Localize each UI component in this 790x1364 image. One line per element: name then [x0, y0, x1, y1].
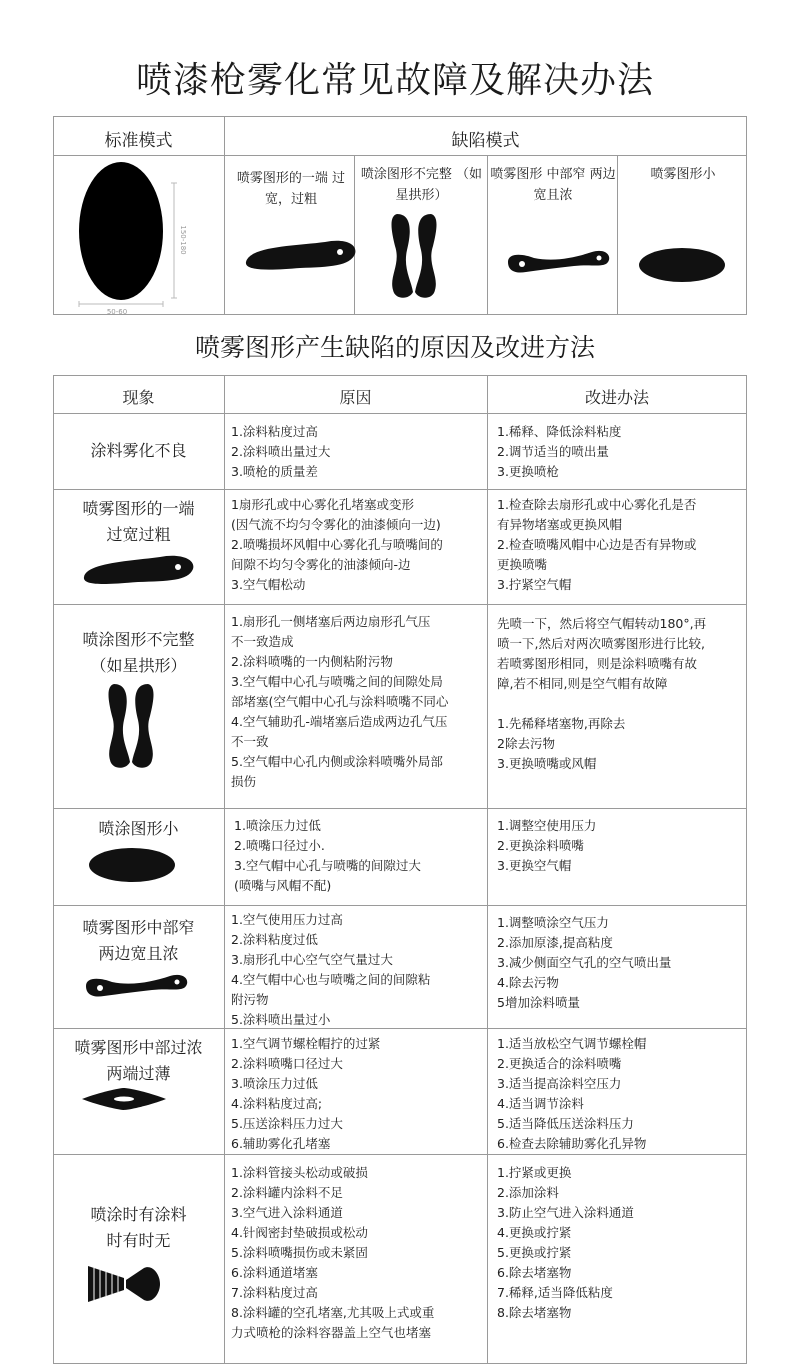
row5-phenomenon: 喷雾图形中部窄 两边宽且浓	[82, 918, 195, 963]
header-cause: 原因	[339, 388, 372, 407]
header-fix: 改进办法	[584, 388, 649, 407]
defect-mode-header: 缺陷模式	[451, 131, 520, 151]
standard-width-dim: 50-60	[106, 308, 128, 316]
star-arch-pattern	[385, 210, 457, 302]
row4-causes: 1.喷涂压力过低 2.喷嘴口径过小. 3.空气帽中心孔与喷嘴的间隙过大 (喷嘴与风帽不配)	[234, 818, 421, 893]
row6-fixes: 1.适当放松空气调节螺栓帽 2.更换适合的涂料喷嘴 3.适当提高涂料空压力 4.适当调节涂料 5.适当降低压送涂料压力 6.检查去除辅助雾化孔异物	[497, 1036, 647, 1151]
standard-mode-header: 标准模式	[104, 131, 173, 151]
standard-height-dim: 150-180	[179, 225, 187, 255]
row3-fixes: 先喷一下，然后将空气帽转动180°,再 喷一下,然后对两次喷雾图形进行比较, 若喷雾图形相同，则是涂料喷嘴有故 障,若不相同,则是空气帽有故障 1.先稀释堵塞物,再除去 2除去污物 3.更换喷嘴或风帽	[497, 616, 707, 771]
small-pattern	[88, 846, 178, 884]
row-divider	[53, 1154, 747, 1155]
row1-causes: 1.涂料粘度过高 2.涂料喷出量过大 3.喷枪的质量差	[231, 424, 331, 479]
row7-fixes: 1.拧紧或更换 2.添加涂料 3.防止空气进入涂料通道 4.更换或拧紧 5.更换或拧紧 6.除去堵塞物 7.稀释,适当降低粘度 8.除去堵塞物	[497, 1165, 634, 1320]
row3-causes: 1.扇形孔一侧堵塞后两边扇形孔气压 不一致造成 2.涂料喷嘴的一内侧粘附污物 3.空气帽中心孔与喷嘴之间的间隙处局 部堵塞(空气帽中心孔与涂料喷嘴不同心 4.空气辅助孔-端堵塞后造成两边孔气压 不一致 5.空气帽中心孔内侧或涂料喷嘴外局部 损伤	[231, 614, 449, 789]
row2-fixes: 1.检查除去扇形孔或中心雾化孔是否 有异物堵塞或更换风帽 2.检查喷嘴风帽中心边是否有异物或 更换喷嘴 3.拧紧空气帽	[497, 497, 697, 592]
wide-end-pattern	[80, 549, 198, 587]
causes-table-divider	[224, 375, 225, 1364]
header-phenomenon: 现象	[122, 388, 155, 407]
small-pattern	[637, 245, 729, 285]
section-subtitle: 喷雾图形产生缺陷的原因及改进方法	[194, 333, 595, 362]
row1-fixes: 1.稀释、降低涂料粘度 2.调节适当的喷出量 3.更换喷枪	[497, 424, 622, 479]
row-divider	[53, 604, 747, 605]
defect-caption-wide-end: 喷雾图形的一端 过宽，过粗	[236, 171, 346, 207]
row7-causes: 1.涂料管接头松动或破损 2.涂料罐内涂料不足 3.空气进入涂料通道 4.针阀密封垫破损或松动 5.涂料喷嘴损伤或未紧固 6.涂料通道堵塞 7.涂料粘度过高 8.涂料罐的空孔堵塞,尤其吸上式或重 力式喷枪的涂料容器盖上空气也堵塞	[231, 1165, 435, 1340]
causes-table-divider	[487, 375, 488, 1364]
defect-caption-incomplete: 喷涂图形不完整 （如星拱形）	[360, 167, 483, 203]
row7-phenomenon: 喷涂时有涂料 时有时无	[90, 1205, 187, 1250]
row3-phenomenon: 喷涂图形不完整 （如星拱形）	[82, 630, 195, 675]
dense-middle-pattern	[80, 1086, 168, 1112]
row-divider	[53, 489, 747, 490]
row2-causes: 1扇形孔或中心雾化孔堵塞或变形 (因气流不均匀令雾化的油漆倾向一边) 2.喷嘴损坏风帽中心雾化孔与喷嘴间的 间隙不均匀令雾化的油漆倾向-边 3.空气帽松动	[231, 497, 443, 592]
row4-fixes: 1.调整空使用压力 2.更换涂料喷嘴 3.更换空气帽	[497, 818, 597, 873]
row6-phenomenon: 喷雾图形中部过浓 两端过薄	[74, 1038, 203, 1083]
row6-causes: 1.空气调节螺栓帽拧的过紧 2.涂料喷嘴口径过大 3.喷涂压力过低 4.涂料粘度过高; 5.压送涂料压力过大 6.辅助雾化孔堵塞	[231, 1036, 381, 1151]
star-arch-pattern	[104, 680, 164, 772]
row-divider	[53, 413, 747, 414]
defect-caption-small: 喷雾图形小	[650, 167, 716, 182]
row5-causes: 1.空气使用压力过高 2.涂料粘度过低 3.扇形孔中心空气空气量过大 4.空气帽中心也与喷嘴之间的间隙粘 附污物 5.涂料喷出量过小	[231, 912, 431, 1027]
narrow-middle-pattern	[504, 246, 614, 276]
intermittent-pattern	[86, 1260, 166, 1308]
row4-phenomenon: 喷涂图形小	[98, 819, 179, 838]
narrow-middle-pattern	[82, 970, 192, 1002]
row2-phenomenon: 喷雾图形的一端 过宽过粗	[82, 499, 195, 544]
wide-end-pattern	[240, 232, 360, 277]
page-title: 喷漆枪雾化常见故障及解决办法	[135, 60, 654, 101]
row5-fixes: 1.调整喷涂空气压力 2.添加原漆,提高粘度 3.减少侧面空气孔的空气喷出量 4.除去污物 5增加涂料喷量	[497, 915, 672, 1010]
defect-table-divider	[617, 155, 618, 315]
standard-spray-pattern	[53, 155, 224, 315]
row-divider	[53, 808, 747, 809]
defect-table-divider	[487, 155, 488, 315]
row1-phenomenon: 涂料雾化不良	[90, 441, 187, 460]
row-divider	[53, 905, 747, 906]
defect-caption-narrow-middle: 喷雾图形 中部窄 两边宽且浓	[490, 167, 616, 203]
